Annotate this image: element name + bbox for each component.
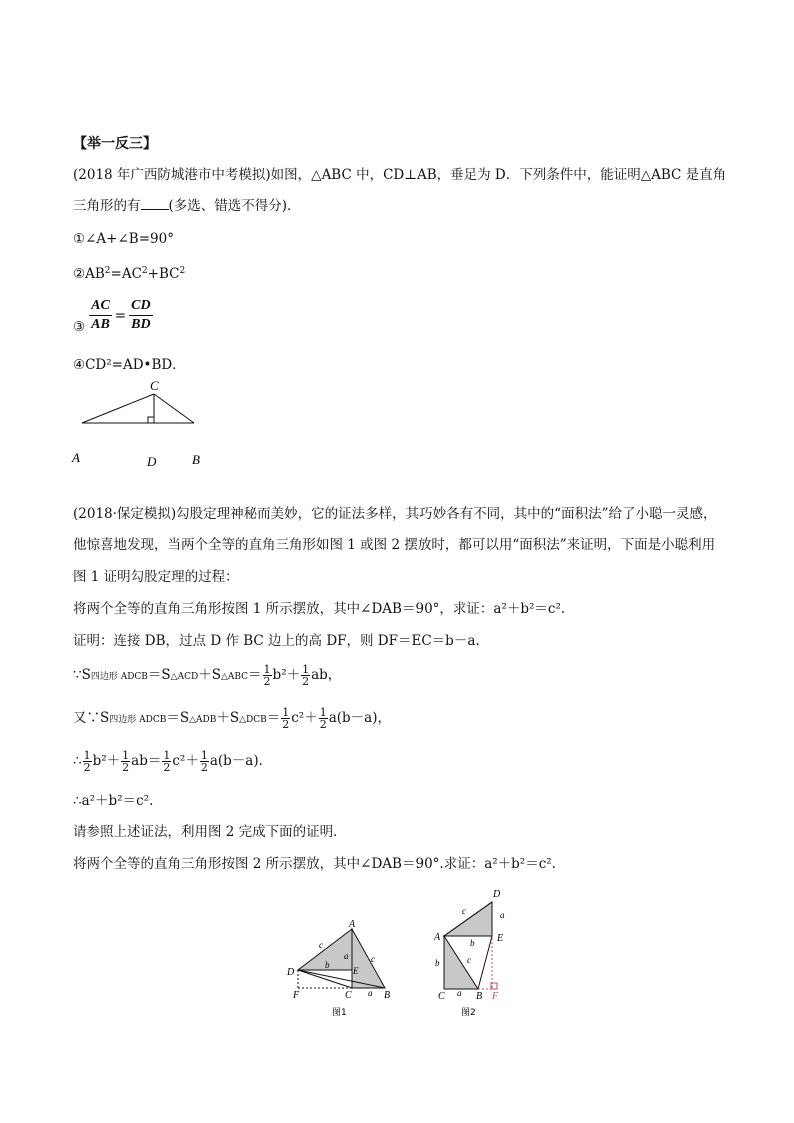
side-b-label: b bbox=[325, 960, 330, 970]
half-fraction bbox=[281, 707, 290, 730]
denominator: 2 bbox=[200, 761, 208, 774]
numerator: CD bbox=[129, 297, 152, 316]
half-fraction bbox=[319, 707, 328, 730]
half-fraction bbox=[121, 750, 130, 773]
option-2-part: =AC bbox=[110, 266, 142, 282]
side-b-label: b bbox=[435, 958, 440, 968]
q1-stem-note: (多选、错选不得分)． bbox=[168, 198, 301, 214]
side-c-label: c bbox=[371, 954, 375, 964]
figure-1-caption: 图1 bbox=[332, 1008, 347, 1018]
figure-1 bbox=[283, 918, 398, 1023]
proof-text: ＋S bbox=[216, 710, 240, 726]
proof-text: b²＋ bbox=[272, 667, 301, 683]
vertex-d-label: D bbox=[147, 454, 157, 468]
proof-text: ab＝ bbox=[131, 753, 162, 769]
superscript: 2 bbox=[179, 266, 186, 276]
q2-paragraph-line3: 图 1 证明勾股定理的过程： bbox=[73, 569, 239, 585]
half-fraction bbox=[83, 750, 92, 773]
vertex-b-label: B bbox=[476, 991, 483, 1002]
fraction-cd-bd bbox=[129, 297, 152, 334]
q2-setup: 将两个全等的直角三角形按图 1 所示摆放，其中∠DAB＝90°，求证：a²＋b²＝c². bbox=[73, 601, 566, 617]
half-fraction bbox=[263, 664, 272, 687]
point-e-label: E bbox=[353, 966, 359, 976]
half-fraction bbox=[200, 750, 209, 773]
numerator: AC bbox=[89, 297, 112, 316]
option-1: ①∠A+∠B=90° bbox=[73, 231, 174, 247]
q2-task: 将两个全等的直角三角形按图 2 所示摆放，其中∠DAB＝90°.求证：a²＋b²＝c². bbox=[73, 856, 556, 872]
numerator: 1 bbox=[83, 749, 91, 762]
vertex-c-label: C bbox=[345, 990, 352, 1001]
denominator: 2 bbox=[319, 718, 327, 731]
proof-text: ＝ bbox=[248, 667, 262, 683]
proof-text: c²＋ bbox=[172, 753, 199, 769]
subscript: △DCB bbox=[239, 715, 267, 725]
proof-text: ∵S bbox=[73, 667, 91, 683]
q1-stem-line1: (2018 年广西防城港市中考模拟)如图，△ABC 中，CD⊥AB，垂足为 D．下列条件中，能证明△ABC 是直角 bbox=[73, 167, 727, 183]
subscript: △ADB bbox=[189, 715, 217, 725]
proof-text: a(b－a)， bbox=[328, 710, 391, 726]
side-a-label: a bbox=[344, 951, 349, 961]
numerator: 1 bbox=[302, 663, 310, 676]
side-c-label: c bbox=[467, 955, 471, 965]
vertex-a-label: A bbox=[72, 450, 80, 465]
proof-area-3 bbox=[73, 748, 272, 774]
proof-text: c²＋ bbox=[291, 710, 318, 726]
numerator: 1 bbox=[282, 706, 290, 719]
denominator: 2 bbox=[302, 675, 310, 688]
side-b-label: b bbox=[470, 938, 475, 948]
numerator: 1 bbox=[263, 663, 271, 676]
denominator: 2 bbox=[263, 675, 271, 688]
option-3-label: ③ bbox=[73, 319, 86, 335]
q2-paragraph-line2: 他惊喜地发现，当两个全等的直角三角形如图 1 或图 2 摆放时，都可以用“面积法”来证明，下面是小聪利用 bbox=[73, 537, 716, 553]
vertex-a-label: A bbox=[434, 932, 441, 943]
vertex-d-label: D bbox=[493, 889, 501, 900]
vertex-b-label: B bbox=[192, 452, 200, 467]
half-fraction bbox=[162, 750, 171, 773]
q1-stem-text: 三角形的有 bbox=[73, 198, 141, 214]
vertex-b-label: B bbox=[384, 990, 391, 1001]
option-2 bbox=[73, 262, 185, 283]
section-heading: 【举一反三】 bbox=[73, 136, 157, 152]
proof-text: 又∵S bbox=[73, 710, 110, 726]
q2-paragraph-line1: (2018·保定模拟)勾股定理神秘而美妙，它的证法多样，其巧妙各有不同，其中的“面积法”给了小聪一灵感， bbox=[73, 506, 717, 522]
point-f-label: F bbox=[293, 990, 300, 1001]
denominator: 2 bbox=[83, 761, 91, 774]
half-fraction bbox=[301, 664, 310, 687]
numerator: 1 bbox=[163, 749, 171, 762]
q2-instruction: 请参照上述证法，利用图 2 完成下面的证明． bbox=[73, 824, 347, 840]
superscript: 2 bbox=[141, 266, 148, 276]
option-2-part: +BC bbox=[147, 266, 180, 282]
answer-blank bbox=[141, 197, 169, 210]
denominator: BD bbox=[131, 317, 151, 332]
vertex-c-label: C bbox=[438, 991, 445, 1002]
point-e-label: E bbox=[497, 933, 504, 944]
side-c-label: c bbox=[462, 906, 466, 916]
proof-area-1 bbox=[73, 662, 341, 690]
fraction-ac-ab bbox=[89, 297, 112, 334]
proof-text: b²＋ bbox=[92, 753, 121, 769]
subscript: 四边形 ADCB bbox=[109, 715, 167, 725]
numerator: 1 bbox=[200, 749, 208, 762]
proof-text: ∴ bbox=[73, 753, 82, 769]
subscript: △ABC bbox=[220, 672, 249, 682]
proof-text: ab， bbox=[311, 667, 342, 683]
triangle-figure bbox=[68, 376, 218, 468]
vertex-c-label: C bbox=[150, 378, 159, 393]
side-a-label: a bbox=[368, 988, 373, 998]
proof-text: ＋S bbox=[198, 667, 221, 683]
numerator: 1 bbox=[122, 749, 130, 762]
vertex-d-label: D bbox=[287, 967, 295, 978]
denominator: 2 bbox=[282, 718, 290, 731]
subscript: △ACD bbox=[170, 672, 199, 682]
proof-area-2 bbox=[73, 705, 391, 733]
side-c-label: c bbox=[319, 940, 323, 950]
figure-2 bbox=[428, 886, 518, 1023]
equals-sign: = bbox=[114, 307, 127, 324]
superscript: 2 bbox=[104, 266, 111, 276]
side-a-label: a bbox=[500, 910, 505, 920]
proof-text: ＝S bbox=[147, 667, 171, 683]
point-f-label: F bbox=[492, 991, 499, 1002]
side-a-label: a bbox=[457, 988, 462, 998]
option-3 bbox=[73, 296, 153, 346]
proof-conclusion: ∴a²＋b²＝c². bbox=[73, 793, 154, 809]
denominator: 2 bbox=[163, 761, 171, 774]
subscript: 四边形 ADCB bbox=[90, 672, 148, 682]
proof-text: a(b－a)． bbox=[209, 753, 273, 769]
vertex-a-label: A bbox=[349, 919, 356, 930]
denominator: 2 bbox=[122, 761, 130, 774]
q1-stem-line2 bbox=[73, 197, 301, 215]
proof-text: ＝ bbox=[266, 710, 281, 726]
option-2-part: ②AB bbox=[73, 266, 105, 282]
figure-2-caption: 图2 bbox=[461, 1008, 476, 1018]
proof-text: ＝S bbox=[166, 710, 190, 726]
option-4: ④CD²=AD•BD． bbox=[73, 357, 186, 373]
denominator: AB bbox=[91, 317, 110, 332]
numerator: 1 bbox=[319, 706, 327, 719]
proof-line-1: 证明：连接 DB，过点 D 作 BC 边上的高 DF，则 DF＝EC＝b－a. bbox=[73, 633, 480, 649]
